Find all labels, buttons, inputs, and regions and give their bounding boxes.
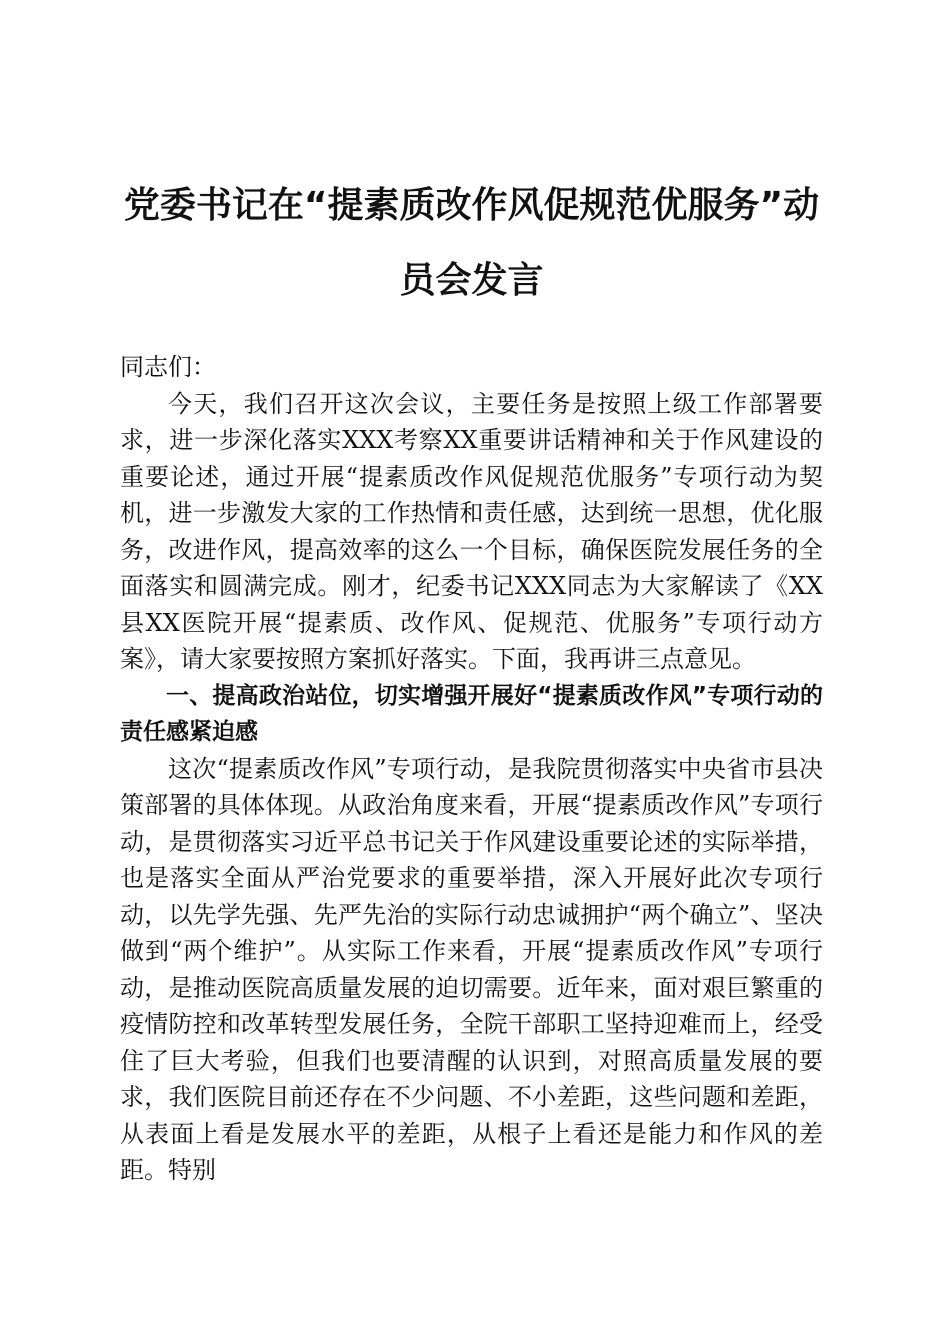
document-title: 党委书记在“提素质改作风促规范优服务”动员会发言: [123, 185, 820, 301]
salutation: 同志们：: [120, 353, 216, 381]
section-heading: 一、提高政治站位，切实增强开展好“提素质改作风”专项行动的责任感紧迫感: [120, 682, 823, 745]
document-page: [120, 168, 823, 1189]
section-paragraph: 这次“提素质改作风”专项行动，是我院贯彻落实中央省市县决策部署的具体体现。从政治角度来看，开展“提素质改作风”专项行动，是贯彻落实习近平总书记关于作风建设重要论述的实际举措，也是落实全面从严治党要求的重要举措，深入开展好此次专项行动，以先学先强、先严先治的实际行动忠诚拥护“两个确立”、坚决做到“两个维护”。从实际工作来看，开展“提素质改作风”专项行动，是推动医院高质量发展的迫切需要。近年来，面对艰巨繁重的疫情防控和改革转型发展任务，全院干部职工坚持迎难而上，经受住了巨大考验，但我们也要清醒的认识到，对照高质量发展的要求，我们医院目前还存在不少问题、不小差距，这些问题和差距，从表面上看是发展水平的差距，从根子上看还是能力和作风的差距。特别: [120, 754, 823, 1184]
opening-paragraph: 今天，我们召开这次会议，主要任务是按照上级工作部署要求，进一步深化落实XXX考察XX重要讲话精神和关于作风建设的重要论述，通过开展“提素质改作风促规范优服务”专项行动为契机，进一步激发大家的工作热情和责任感，达到统一思想，优化服务，改进作风，提高效率的这么一个目标，确保医院发展任务的全面落实和圆满完成。刚才，纪委书记XXX同志为大家解读了《XX县XX医院开展“提素质、改作风、促规范、优服务”专项行动方案》，请大家要按照方案抓好落实。下面，我再讲三点意见。: [120, 389, 823, 673]
document-body: [120, 349, 823, 1189]
